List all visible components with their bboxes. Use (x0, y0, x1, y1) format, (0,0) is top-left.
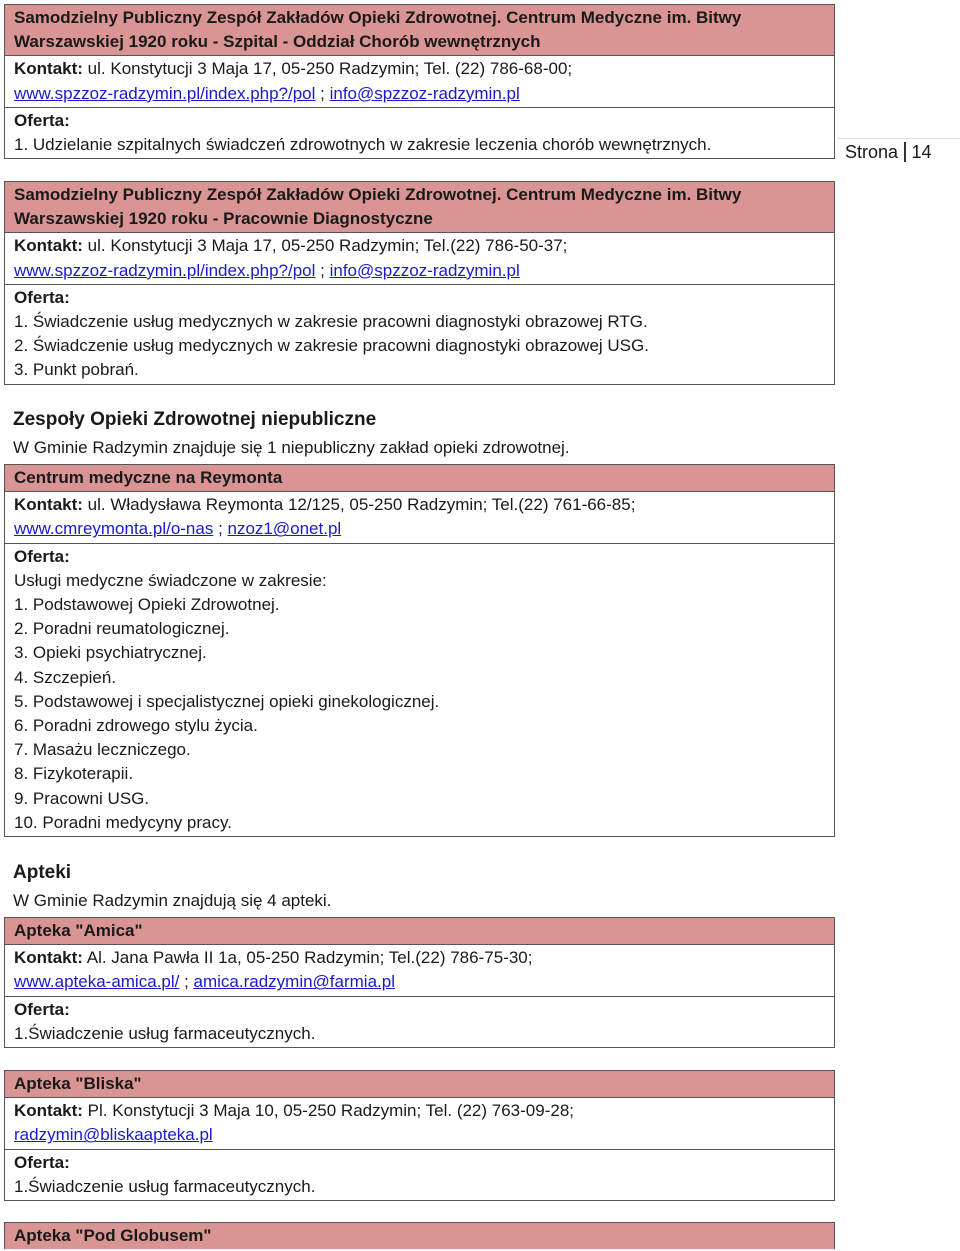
website-link[interactable]: www.apteka-amica.pl/ (14, 972, 180, 992)
pharmacy-title: Apteka "Amica" (5, 918, 834, 945)
link-separator: ; (315, 83, 330, 103)
website-link[interactable]: www.cmreymonta.pl/o-nas (14, 519, 214, 539)
offer-item: 1.Świadczenie usług farmaceutycznych. (14, 1176, 316, 1196)
offer-label: Oferta: (14, 1152, 70, 1172)
offer-item: 1. Udzielanie szpitalnych świadczeń zdrowotnych w zakresie leczenia chorób wewnętrznych. (14, 135, 712, 155)
contact-label: Kontakt: (14, 1101, 83, 1121)
offer-item: 1. Świadczenie usług medycznych w zakresie pracowni diagnostyki obrazowej RTG. (14, 312, 648, 332)
pharmacy-title: Apteka "Bliska" (5, 1071, 834, 1098)
facility-title: Samodzielny Publiczny Zespół Zakładów Opieki Zdrowotnej. Centrum Medyczne im. Bitwy Warszawskiej 1920 roku - Szpital - Oddział Chorób wewnętrznych (5, 5, 834, 56)
facility-contact (5, 492, 834, 543)
facility-box-diagnostics (4, 181, 835, 385)
contact-text: Pl. Konstytucji 3 Maja 10, 05-250 Radzymin; Tel. (22) 763-09-28; (82, 1101, 575, 1121)
email-link[interactable]: nzoz1@onet.pl (227, 519, 342, 539)
page-number-value: 14 (911, 142, 932, 162)
pharmacy-offer (5, 997, 834, 1047)
offer-label: Oferta: (14, 110, 70, 130)
section-heading-apteki: Apteki (13, 862, 72, 883)
facility-title: Samodzielny Publiczny Zespół Zakładów Opieki Zdrowotnej. Centrum Medyczne im. Bitwy Warszawskiej 1920 roku - Pracownie Diagnostyczne (5, 182, 834, 233)
facility-offer (5, 544, 834, 836)
contact-text: ul. Władysława Reymonta 12/125, 05-250 Radzymin; Tel.(22) 761-66-85; (82, 495, 636, 515)
contact-text: Al. Jana Pawła II 1a, 05-250 Radzymin; Tel.(22) 786-75-30; (82, 948, 533, 968)
website-link[interactable]: www.spzzoz-radzymin.pl/index.php?/pol (14, 83, 316, 103)
offer-item: 1.Świadczenie usług farmaceutycznych. (14, 1023, 316, 1043)
offer-item: 3. Punkt pobrań. (14, 360, 139, 380)
contact-text: ul. Konstytucji 3 Maja 17, 05-250 Radzymin; Tel. (22) 786-68-00; (82, 59, 573, 79)
pharmacy-offer (5, 1150, 834, 1200)
facility-contact (5, 233, 834, 284)
email-link[interactable]: info@spzzoz-radzymin.pl (329, 83, 520, 103)
pharmacy-box-pod-globusem (4, 1222, 835, 1249)
email-link[interactable]: radzymin@bliskaapteka.pl (14, 1125, 213, 1145)
facility-title: Centrum medyczne na Reymonta (5, 465, 834, 492)
offer-item: 7. Masażu leczniczego. (14, 740, 191, 760)
offer-item: 8. Fizykoterapii. (14, 764, 134, 784)
offer-item: Usługi medyczne świadczone w zakresie: (14, 570, 327, 590)
section-heading-niepubliczne: Zespoły Opieki Zdrowotnej niepubliczne (13, 409, 377, 430)
offer-label: Oferta: (14, 999, 70, 1019)
offer-label: Oferta: (14, 546, 70, 566)
offer-item: 6. Poradni zdrowego stylu życia. (14, 716, 258, 736)
link-separator: ; (179, 972, 194, 992)
page-number-label: Strona (845, 142, 899, 162)
pharmacy-box-bliska (4, 1070, 835, 1201)
offer-item: 5. Podstawowej i specjalistycznej opieki ginekologicznej. (14, 691, 440, 711)
offer-item: 1. Podstawowej Opieki Zdrowotnej. (14, 595, 280, 615)
facility-offer (5, 285, 834, 384)
email-link[interactable]: info@spzzoz-radzymin.pl (329, 260, 520, 280)
link-separator: ; (213, 519, 228, 539)
pharmacy-title: Apteka "Pod Globusem" (5, 1223, 834, 1249)
contact-text: ul. Konstytucji 3 Maja 17, 05-250 Radzymin; Tel.(22) 786-50-37; (82, 236, 568, 256)
page-number (845, 139, 932, 165)
email-link[interactable]: amica.radzymin@farmia.pl (193, 972, 395, 992)
link-separator: ; (315, 260, 330, 280)
offer-label: Oferta: (14, 287, 70, 307)
website-link[interactable]: www.spzzoz-radzymin.pl/index.php?/pol (14, 260, 316, 280)
section-intro-apteki: W Gminie Radzymin znajdują się 4 apteki. (13, 891, 332, 910)
pharmacy-box-amica (4, 917, 835, 1048)
page-number-divider (904, 142, 906, 162)
contact-label: Kontakt: (14, 495, 83, 515)
offer-item: 2. Świadczenie usług medycznych w zakresie pracowni diagnostyki obrazowej USG. (14, 336, 649, 356)
contact-label: Kontakt: (14, 948, 83, 968)
contact-label: Kontakt: (14, 236, 83, 256)
facility-contact (5, 56, 834, 107)
facility-offer (5, 108, 834, 158)
facility-box-hospital (4, 4, 835, 159)
offer-item: 3. Opieki psychiatrycznej. (14, 643, 207, 663)
contact-label: Kontakt: (14, 59, 83, 79)
pharmacy-contact (5, 945, 834, 996)
offer-item: 4. Szczepień. (14, 667, 117, 687)
section-intro-niepubliczne: W Gminie Radzymin znajduje się 1 niepubliczny zakład opieki zdrowotnej. (13, 438, 570, 457)
offer-item: 2. Poradni reumatologicznej. (14, 619, 230, 639)
offer-item: 10. Poradni medycyny pracy. (14, 812, 232, 832)
pharmacy-contact (5, 1098, 834, 1149)
offer-item: 9. Pracowni USG. (14, 788, 150, 808)
facility-box-reymonta (4, 464, 835, 837)
